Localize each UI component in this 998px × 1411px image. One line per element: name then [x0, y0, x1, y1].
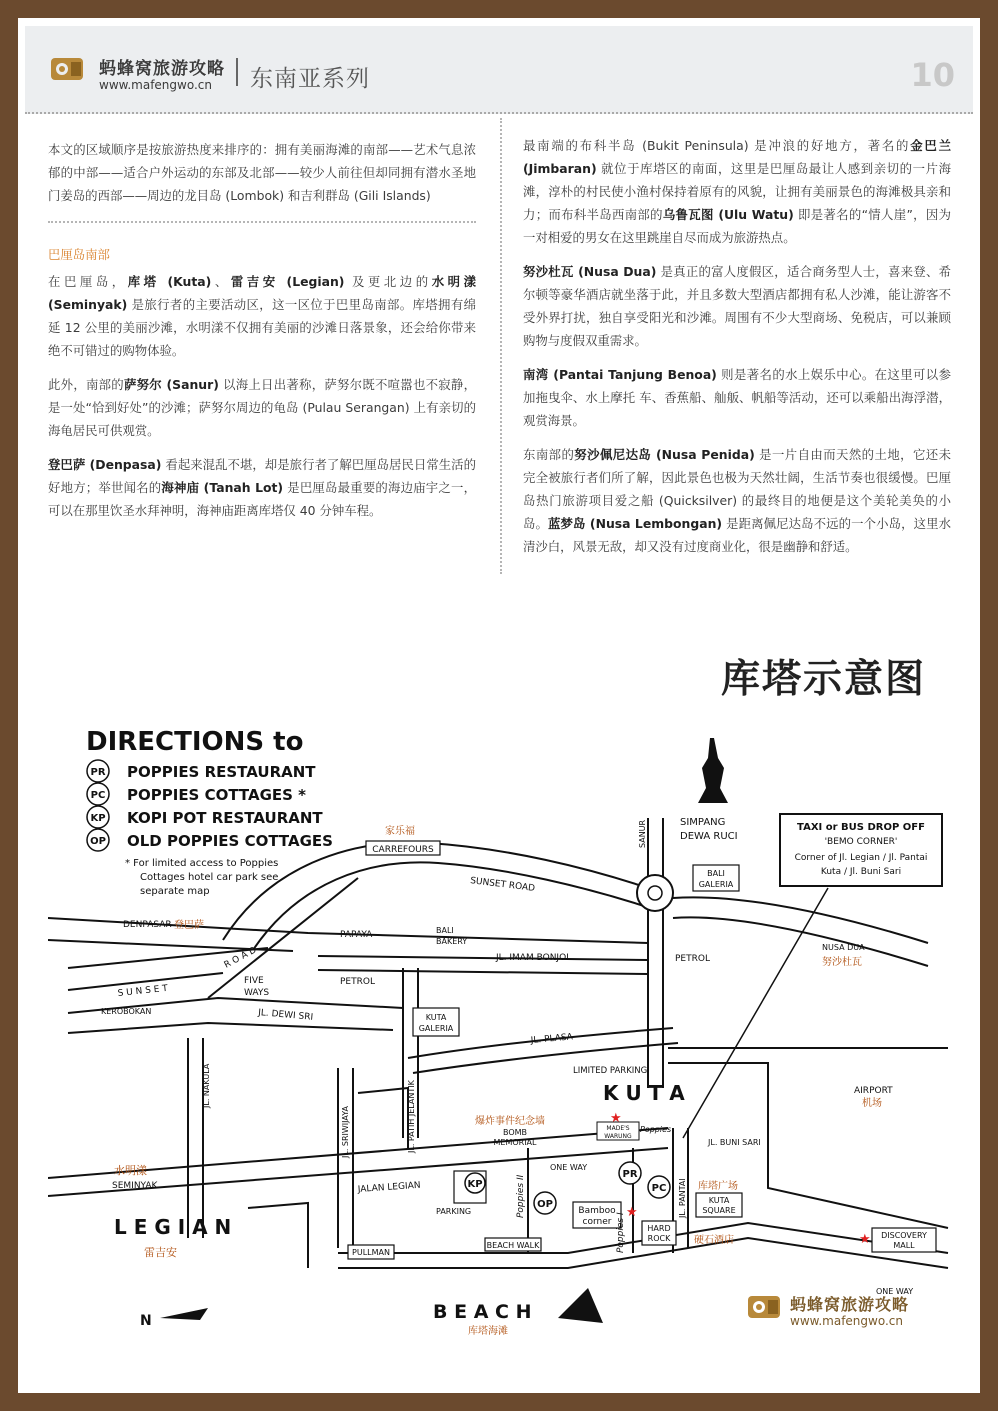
- brand-name: 蚂蜂窝旅游攻略: [99, 59, 225, 79]
- label-sanur: SANUR: [638, 819, 647, 848]
- label-discovery: DISCOVERY: [881, 1231, 927, 1240]
- page-header: [25, 26, 973, 114]
- label-one-way: ONE WAY: [876, 1287, 914, 1296]
- paragraph-penida: 东南部的努沙佩尼达岛 (Nusa Penida) 是一片自由而天然的土地，它还未完全被旅行者们所了解，因此景色也极为天然壮阔，生活节奏也很缓慢。巴厘岛热门旅游项目爱之船 (Quicksilver) 的最终目的地便是这个美轮美奂的小岛。蓝梦岛 (Nusa Lembongan) 是距离佩尼达岛不远的一个小岛，这里水清沙白，风景无敌，却又没有过度商业化，很是幽静和舒适。: [523, 447, 951, 554]
- label-mades: MADE'S: [606, 1125, 630, 1132]
- label-bomb-cn: 爆炸事件纪念墙: [475, 1116, 545, 1127]
- intro-paragraph: 本文的区域顺序是按旅游热度来排序的：拥有美丽海滩的南部——艺术气息浓郁的中部——适合户外运动的东部及北部——较少人前往但却同拥有潜水圣地门姜岛的西部——周边的龙目岛 (Lombok) 和吉利群岛 (Gili Islands): [48, 142, 476, 203]
- label-petrol: PETROL: [675, 954, 710, 964]
- label-kuta: K U T A: [603, 1081, 685, 1105]
- label-nakula: JL. NAKULA: [202, 1063, 211, 1108]
- label-kerobokan: KEROBOKAN: [101, 1007, 152, 1016]
- legend-code: PR: [90, 767, 106, 778]
- section-label: 巴厘岛南部: [48, 247, 110, 262]
- column-divider: [500, 118, 502, 574]
- label-parking: PARKING: [436, 1207, 472, 1216]
- label-one-way: ONE WAY: [550, 1163, 588, 1172]
- label-petrol: PETROL: [340, 977, 375, 987]
- legend-label: POPPIES RESTAURANT: [127, 763, 316, 781]
- taxi-line: 'BEMO CORNER': [824, 837, 898, 847]
- north-label: N: [140, 1313, 152, 1329]
- label-denpasar: DENPASAR: [123, 920, 172, 930]
- label-poppies-sign: Poppies: [640, 1125, 672, 1134]
- label-bomb: BOMB: [502, 1128, 528, 1137]
- legend-label: POPPIES COTTAGES *: [127, 786, 307, 804]
- label-mades: WARUNG: [604, 1133, 632, 1140]
- label-patih-jelantik: JL. PATIH JELANTIK: [407, 1080, 416, 1153]
- label-simpang: SIMPANG: [680, 817, 726, 828]
- label-dewi-sri: JL. DEWI SRI: [257, 1008, 314, 1023]
- page: [18, 18, 980, 1393]
- legend-note: * For limited access to Poppies: [125, 858, 279, 869]
- label-kuta-galeria: GALERIA: [418, 1024, 454, 1033]
- label-sriwijaya: JL. SRIWIJAYA: [341, 1106, 350, 1158]
- legend-code: PC: [90, 790, 106, 801]
- map-title: 库塔示意图: [721, 657, 927, 702]
- paragraph-bukit: 最南端的布科半岛 (Bukit Peninsula) 是冲浪的好地方，著名的金巴兰 (Jimbaran) 就位于库塔区的南面，这里是巴厘岛最让人感到亲切的一片海滩，淳朴的村民使小渔村保持着原有的风貌，让拥有美丽景色的海滩极具亲和力；而布科半岛西南部的乌鲁瓦图 (Ulu Watu) 即是著名的“情人崖”，因为一对相爱的男女在这里跳崖自尽而成为旅游热点。: [523, 138, 952, 245]
- label-hard-rock: ROCK: [647, 1234, 671, 1243]
- footer-brand-url: www.mafengwo.cn: [790, 1314, 903, 1328]
- legend-note: separate map: [140, 886, 210, 897]
- label-bali-galeria: BALI: [707, 869, 725, 878]
- footer-logo: [746, 1288, 946, 1336]
- label-beach-walk: BEACH WALK: [486, 1241, 540, 1250]
- marker-pr: PR: [622, 1169, 638, 1180]
- roundabout: [637, 875, 673, 911]
- label-pantai: JL. PANTAI: [678, 1178, 687, 1218]
- dotted-divider: [48, 221, 476, 223]
- legend-label: OLD POPPIES COTTAGES: [127, 832, 333, 850]
- star-marker-icon: ★: [626, 1205, 638, 1220]
- page-number: 10: [910, 56, 955, 94]
- label-buni-sari: JL. BUNI SARI: [708, 1138, 761, 1147]
- right-column: [523, 134, 951, 569]
- taxi-line: Corner of Jl. Legian / Jl. Pantai: [794, 853, 928, 863]
- header-divider: [236, 58, 238, 86]
- label-kuta-square-cn: 库塔广场: [698, 1181, 738, 1192]
- label-airport: AIRPORT: [854, 1086, 893, 1096]
- label-jalan-legian: JALAN LEGIAN: [357, 1180, 421, 1195]
- label-hard-rock-cn: 硬石酒店: [694, 1235, 734, 1246]
- label-sunset: S U N S E T: [117, 983, 169, 999]
- label-nusa-dua: NUSA DUA: [822, 943, 865, 952]
- paragraph-nusa-dua: 努沙杜瓦 (Nusa Dua) 是真正的富人度假区，适合商务型人士，喜来登、希尔顿等豪华酒店就坐落于此，并且多数大型酒店都拥有私人沙滩，能让游客不受外界打扰，独自享受阳光和沙滩。周围有不少大型商场、免税店，可以兼顾购物与度假双重需求。: [523, 264, 951, 348]
- mafengwo-logo-icon: [746, 1292, 782, 1322]
- label-imam-bonjol: JL. IMAM BONJOL: [496, 953, 572, 963]
- label-nusa-dua-cn: 努沙杜瓦: [822, 957, 862, 968]
- label-denpasar-cn: 登巴萨: [174, 920, 204, 931]
- label-carrefour-cn: 家乐福: [385, 826, 415, 837]
- label-bamboo: Bamboo: [578, 1206, 616, 1216]
- legend: [87, 760, 333, 897]
- label-poppies-ii: Poppies II: [516, 1174, 526, 1218]
- label-hard-rock: HARD: [647, 1224, 671, 1233]
- legend-code: KP: [90, 813, 106, 824]
- marker-op: OP: [537, 1199, 553, 1210]
- taxi-line: Kuta / Jl. Buni Sari: [820, 867, 902, 877]
- label-kuta-square: SQUARE: [702, 1206, 736, 1215]
- label-road: R O A D: [222, 945, 259, 971]
- star-marker-icon: ★: [610, 1111, 622, 1126]
- label-poppies-i: Poppies I: [616, 1212, 626, 1253]
- paragraph-sanur: 此外，南部的萨努尔 (Sanur) 以海上日出著称，萨努尔既不喧嚣也不寂静，是一处“恰到好处”的沙滩；萨努尔周边的龟岛 (Pulau Serangan) 上有亲切的海龟居民可供观赏。: [48, 377, 476, 438]
- label-seminyak-cn: 水明漾: [114, 1164, 147, 1177]
- label-five-ways: WAYS: [244, 988, 270, 998]
- north-arrow-icon: [160, 1308, 208, 1320]
- paragraph-benoa: 南湾 (Pantai Tanjung Benoa) 则是著名的水上娱乐中心。在这里可以参加拖曳伞、水上摩托 车、香蕉船、舢舨、帆船等活动，还可以乘船出海浮潜，观赏海景。: [523, 367, 951, 428]
- label-plasa: JL. PLASA: [530, 1032, 574, 1046]
- label-bali-galeria: GALERIA: [698, 880, 734, 889]
- legend-note: Cottages hotel car park see: [140, 872, 279, 883]
- left-column: [48, 138, 476, 533]
- label-airport-cn: 机场: [862, 1098, 882, 1109]
- label-bali-bakery: BALI: [436, 926, 454, 935]
- legend-label: KOPI POT RESTAURANT: [127, 809, 323, 827]
- brand-url: www.mafengwo.cn: [99, 78, 212, 92]
- label-seminyak: SEMINYAK: [112, 1181, 158, 1191]
- label-bali-bakery: BAKERY: [436, 937, 468, 946]
- label-bomb: MEMORIAL: [493, 1138, 537, 1147]
- label-beach: B E A C H: [433, 1301, 532, 1323]
- taxi-line: TAXI or BUS DROP OFF: [797, 822, 925, 833]
- label-pullman: PULLMAN: [352, 1248, 390, 1257]
- boat-icon: [558, 1288, 603, 1323]
- label-limited-parking: LIMITED PARKING: [573, 1066, 648, 1076]
- label-papaya: PAPAYA: [340, 930, 373, 940]
- paragraph-kuta: 在巴厘岛，库塔 (Kuta)、雷吉安 (Legian) 及更北边的水明漾 (Seminyak) 是旅行者的主要活动区，这一区位于巴里岛南部。库塔拥有绵延 12 公里的美丽沙滩，水明漾不仅拥有美丽的沙滩日落景象，还会给你带来绝不可错过的购物体验。: [48, 274, 476, 358]
- label-discovery: MALL: [893, 1241, 915, 1250]
- label-bamboo: corner: [582, 1217, 612, 1227]
- label-carrefour: CARREFOURS: [372, 845, 434, 855]
- taxi-box: [780, 814, 942, 886]
- label-simpang: DEWA RUCI: [680, 831, 738, 842]
- marker-kp: KP: [467, 1179, 483, 1190]
- footer-brand-name: 蚂蜂窝旅游攻略: [790, 1295, 910, 1314]
- marker-pc: PC: [651, 1183, 667, 1194]
- label-beach-cn: 库塔海滩: [468, 1326, 508, 1337]
- directions-title: DIRECTIONS to: [86, 727, 304, 757]
- label-sunset-road: SUNSET ROAD: [469, 876, 536, 894]
- label-legian: L E G I A N: [114, 1215, 232, 1239]
- kuta-map: [48, 708, 958, 1348]
- legend-code: OP: [90, 836, 106, 847]
- star-marker-icon: ★: [859, 1232, 871, 1247]
- label-kuta-square: KUTA: [708, 1196, 730, 1205]
- label-five-ways: FIVE: [244, 976, 264, 986]
- label-kuta-galeria: KUTA: [425, 1013, 447, 1022]
- mafengwo-logo-icon: [49, 54, 85, 84]
- paragraph-denpasar: 登巴萨 (Denpasa) 看起来混乱不堪，却是旅行者了解巴厘岛居民日常生活的好地方；举世闻名的海神庙 (Tanah Lot) 是巴厘岛最重要的海边庙宇之一，可以在那里饮圣水拜神明，海神庙距离库塔仅 40 分钟车程。: [48, 457, 476, 518]
- label-legian-cn: 雷吉安: [144, 1246, 177, 1259]
- series-title: 东南亚系列: [250, 66, 370, 92]
- statue-icon: [698, 738, 728, 803]
